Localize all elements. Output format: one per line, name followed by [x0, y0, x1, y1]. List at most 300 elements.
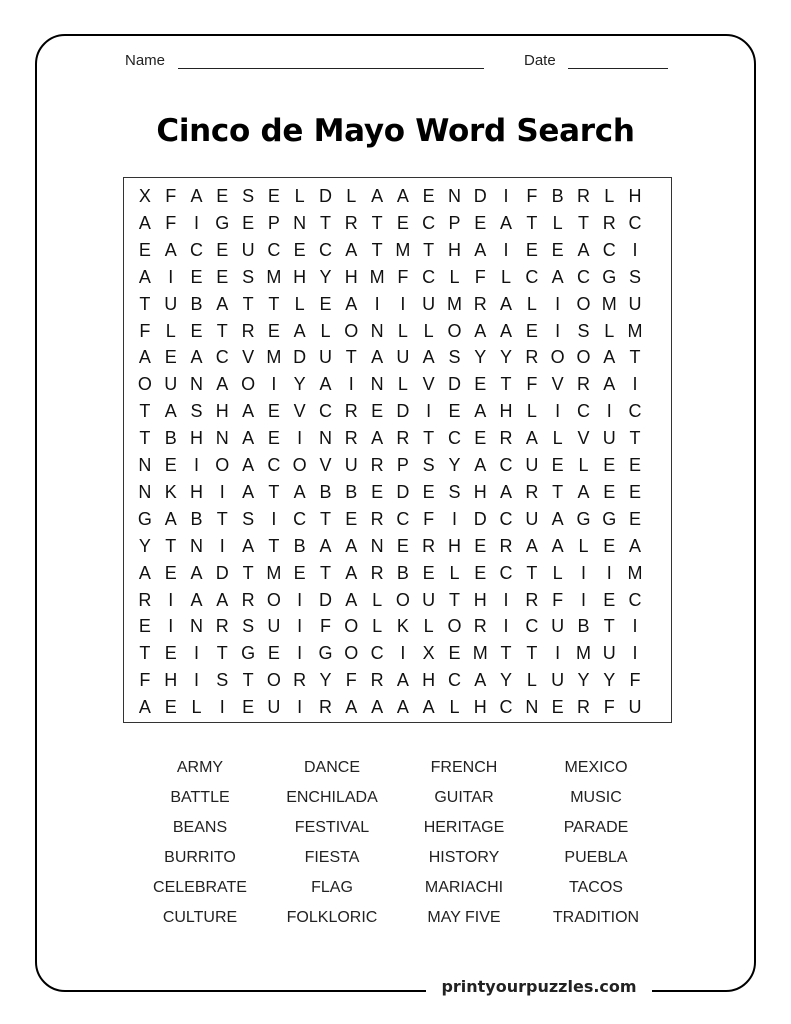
grid-letter[interactable]: F: [139, 320, 151, 341]
grid-letter[interactable]: G: [215, 212, 230, 233]
grid-letter[interactable]: A: [293, 320, 306, 341]
grid-letter[interactable]: I: [219, 481, 225, 502]
grid-letter[interactable]: X: [138, 186, 151, 206]
grid-letter[interactable]: H: [293, 266, 307, 287]
grid-letter[interactable]: A: [242, 428, 255, 449]
grid-letter[interactable]: A: [371, 697, 384, 718]
grid-letter[interactable]: A: [603, 347, 616, 368]
grid-letter[interactable]: R: [241, 589, 255, 610]
grid-letter[interactable]: O: [292, 455, 307, 475]
grid-letter[interactable]: R: [473, 293, 487, 314]
grid-letter[interactable]: I: [297, 697, 303, 718]
grid-letter[interactable]: A: [345, 293, 358, 314]
grid-letter[interactable]: I: [168, 266, 174, 287]
grid-letter[interactable]: O: [395, 589, 410, 610]
grid-letter[interactable]: F: [319, 616, 331, 637]
grid-letter[interactable]: E: [603, 481, 616, 502]
grid-letter[interactable]: E: [242, 697, 255, 718]
grid-letter[interactable]: A: [190, 589, 203, 610]
grid-letter[interactable]: E: [603, 535, 616, 556]
grid-letter[interactable]: C: [576, 401, 590, 422]
grid-letter[interactable]: U: [164, 374, 178, 395]
grid-letter[interactable]: R: [499, 535, 513, 556]
grid-letter[interactable]: Y: [500, 347, 513, 368]
grid-letter[interactable]: T: [526, 562, 538, 583]
grid-letter[interactable]: G: [602, 266, 617, 287]
grid-letter[interactable]: V: [293, 401, 306, 422]
grid-letter[interactable]: M: [266, 347, 282, 368]
grid-letter[interactable]: I: [168, 616, 174, 637]
grid-letter[interactable]: B: [190, 293, 203, 314]
grid-letter[interactable]: L: [449, 562, 460, 583]
grid-letter[interactable]: D: [447, 374, 461, 395]
grid-letter[interactable]: U: [525, 455, 539, 475]
grid-letter[interactable]: A: [345, 535, 358, 556]
grid-letter[interactable]: E: [293, 239, 306, 260]
grid-letter[interactable]: N: [189, 535, 203, 556]
grid-letter[interactable]: R: [576, 697, 590, 718]
grid-letter[interactable]: I: [503, 616, 509, 637]
name-line[interactable]: [178, 68, 484, 69]
grid-letter[interactable]: E: [603, 455, 616, 475]
grid-letter[interactable]: S: [577, 320, 590, 341]
grid-letter[interactable]: E: [267, 186, 280, 206]
grid-letter[interactable]: Y: [448, 455, 461, 475]
grid-letter[interactable]: H: [164, 670, 178, 691]
grid-letter[interactable]: M: [601, 293, 617, 314]
grid-letter[interactable]: E: [474, 374, 487, 395]
grid-letter[interactable]: I: [606, 562, 612, 583]
grid-letter[interactable]: T: [139, 643, 151, 664]
grid-letter[interactable]: B: [293, 535, 306, 556]
grid-letter[interactable]: C: [447, 428, 461, 449]
grid-letter[interactable]: E: [629, 508, 642, 529]
grid-letter[interactable]: H: [473, 589, 487, 610]
grid-letter[interactable]: C: [499, 508, 513, 529]
grid-letter[interactable]: N: [318, 428, 332, 449]
grid-letter[interactable]: E: [267, 643, 280, 664]
grid-letter[interactable]: B: [190, 508, 203, 529]
grid-letter[interactable]: A: [474, 455, 487, 475]
grid-letter[interactable]: L: [397, 320, 408, 341]
grid-letter[interactable]: E: [216, 266, 229, 287]
grid-letter[interactable]: L: [372, 616, 383, 637]
grid-letter[interactable]: F: [526, 374, 538, 395]
grid-letter[interactable]: T: [268, 535, 280, 556]
grid-letter[interactable]: S: [216, 670, 229, 691]
grid-letter[interactable]: D: [396, 481, 410, 502]
grid-letter[interactable]: I: [606, 401, 612, 422]
grid-letter[interactable]: R: [370, 670, 384, 691]
grid-letter[interactable]: I: [297, 428, 303, 449]
grid-letter[interactable]: O: [266, 589, 281, 610]
grid-letter[interactable]: C: [318, 401, 332, 422]
grid-letter[interactable]: A: [474, 239, 487, 260]
grid-letter[interactable]: T: [448, 589, 460, 610]
grid-letter[interactable]: H: [447, 535, 461, 556]
grid-letter[interactable]: F: [526, 186, 538, 206]
grid-letter[interactable]: F: [345, 670, 357, 691]
grid-letter[interactable]: A: [138, 697, 151, 718]
grid-letter[interactable]: O: [550, 347, 565, 368]
grid-letter[interactable]: F: [165, 186, 177, 206]
grid-letter[interactable]: T: [139, 401, 151, 422]
grid-letter[interactable]: H: [473, 697, 487, 718]
grid-letter[interactable]: I: [297, 616, 303, 637]
grid-letter[interactable]: R: [241, 320, 255, 341]
grid-letter[interactable]: A: [577, 239, 590, 260]
grid-letter[interactable]: B: [577, 616, 590, 637]
grid-letter[interactable]: A: [500, 320, 513, 341]
grid-letter[interactable]: C: [628, 401, 642, 422]
grid-letter[interactable]: C: [628, 212, 642, 233]
grid-letter[interactable]: H: [215, 401, 229, 422]
grid-letter[interactable]: G: [137, 508, 152, 529]
grid-letter[interactable]: A: [422, 347, 435, 368]
grid-letter[interactable]: A: [371, 347, 384, 368]
grid-letter[interactable]: A: [190, 347, 203, 368]
grid-letter[interactable]: L: [191, 697, 202, 718]
grid-letter[interactable]: M: [446, 293, 462, 314]
grid-letter[interactable]: E: [551, 239, 564, 260]
grid-letter[interactable]: C: [525, 616, 539, 637]
grid-letter[interactable]: G: [241, 643, 256, 664]
grid-letter[interactable]: G: [576, 508, 591, 529]
grid-letter[interactable]: I: [632, 239, 638, 260]
grid-letter[interactable]: T: [371, 239, 383, 260]
grid-letter[interactable]: F: [423, 508, 435, 529]
grid-letter[interactable]: A: [164, 401, 177, 422]
grid-letter[interactable]: L: [526, 293, 537, 314]
grid-letter[interactable]: O: [344, 320, 359, 341]
grid-letter[interactable]: L: [165, 320, 176, 341]
grid-letter[interactable]: I: [219, 535, 225, 556]
grid-letter[interactable]: E: [422, 481, 435, 502]
grid-letter[interactable]: K: [396, 616, 409, 637]
grid-letter[interactable]: I: [580, 562, 586, 583]
grid-letter[interactable]: T: [526, 643, 538, 664]
grid-letter[interactable]: E: [267, 428, 280, 449]
grid-letter[interactable]: E: [371, 481, 384, 502]
grid-letter[interactable]: U: [318, 347, 332, 368]
grid-letter[interactable]: T: [526, 212, 538, 233]
grid-letter[interactable]: C: [447, 670, 461, 691]
grid-letter[interactable]: Y: [603, 670, 616, 691]
grid-letter[interactable]: H: [422, 670, 436, 691]
grid-letter[interactable]: R: [344, 212, 358, 233]
grid-letter[interactable]: O: [215, 455, 230, 475]
grid-letter[interactable]: A: [396, 697, 409, 718]
grid-letter[interactable]: N: [370, 320, 384, 341]
grid-letter[interactable]: R: [370, 562, 384, 583]
grid-letter[interactable]: N: [189, 374, 203, 395]
grid-letter[interactable]: U: [344, 455, 358, 475]
grid-letter[interactable]: R: [525, 347, 539, 368]
grid-letter[interactable]: U: [422, 293, 436, 314]
grid-letter[interactable]: E: [474, 535, 487, 556]
grid-letter[interactable]: A: [551, 266, 564, 287]
grid-letter[interactable]: R: [138, 589, 152, 610]
grid-letter[interactable]: E: [164, 562, 177, 583]
grid-letter[interactable]: T: [577, 212, 589, 233]
grid-letter[interactable]: A: [474, 401, 487, 422]
grid-letter[interactable]: Y: [500, 670, 513, 691]
grid-letter[interactable]: E: [474, 428, 487, 449]
grid-letter[interactable]: L: [423, 320, 434, 341]
grid-letter[interactable]: D: [473, 186, 487, 206]
grid-letter[interactable]: R: [473, 616, 487, 637]
grid-letter[interactable]: M: [575, 643, 591, 664]
grid-letter[interactable]: E: [629, 455, 642, 475]
grid-letter[interactable]: G: [602, 508, 617, 529]
grid-letter[interactable]: T: [165, 535, 177, 556]
grid-letter[interactable]: C: [318, 239, 332, 260]
grid-letter[interactable]: A: [138, 347, 151, 368]
grid-letter[interactable]: O: [576, 293, 591, 314]
grid-letter[interactable]: R: [318, 697, 332, 718]
grid-letter[interactable]: E: [474, 212, 487, 233]
grid-letter[interactable]: I: [400, 643, 406, 664]
grid-letter[interactable]: B: [164, 428, 177, 449]
grid-letter[interactable]: F: [397, 266, 409, 287]
grid-letter[interactable]: T: [371, 212, 383, 233]
grid-letter[interactable]: C: [396, 508, 410, 529]
grid-letter[interactable]: I: [555, 643, 561, 664]
grid-letter[interactable]: F: [139, 670, 151, 691]
grid-letter[interactable]: E: [371, 401, 384, 422]
grid-letter[interactable]: M: [627, 562, 643, 583]
grid-letter[interactable]: L: [552, 562, 563, 583]
grid-letter[interactable]: F: [603, 697, 615, 718]
grid-letter[interactable]: U: [628, 697, 642, 718]
grid-letter[interactable]: P: [396, 455, 409, 475]
grid-letter[interactable]: A: [500, 481, 513, 502]
grid-letter[interactable]: T: [216, 643, 228, 664]
grid-letter[interactable]: E: [396, 212, 409, 233]
grid-letter[interactable]: A: [216, 589, 229, 610]
grid-letter[interactable]: S: [448, 481, 461, 502]
grid-letter[interactable]: F: [165, 212, 177, 233]
grid-letter[interactable]: T: [242, 293, 254, 314]
grid-letter[interactable]: R: [422, 535, 436, 556]
grid-letter[interactable]: N: [525, 697, 539, 718]
grid-letter[interactable]: A: [138, 212, 151, 233]
grid-letter[interactable]: N: [370, 535, 384, 556]
grid-letter[interactable]: V: [422, 374, 435, 395]
grid-letter[interactable]: C: [576, 266, 590, 287]
grid-letter[interactable]: A: [525, 428, 538, 449]
grid-letter[interactable]: I: [193, 670, 199, 691]
grid-letter[interactable]: L: [552, 212, 563, 233]
grid-letter[interactable]: O: [266, 670, 281, 691]
grid-letter[interactable]: R: [576, 374, 590, 395]
grid-letter[interactable]: R: [215, 616, 229, 637]
grid-letter[interactable]: B: [319, 481, 332, 502]
grid-letter[interactable]: E: [293, 562, 306, 583]
grid-letter[interactable]: A: [345, 697, 358, 718]
grid-letter[interactable]: E: [525, 320, 538, 341]
grid-letter[interactable]: T: [216, 508, 228, 529]
grid-letter[interactable]: A: [551, 535, 564, 556]
grid-letter[interactable]: E: [267, 401, 280, 422]
grid-letter[interactable]: T: [629, 347, 641, 368]
grid-letter[interactable]: H: [447, 239, 461, 260]
grid-letter[interactable]: C: [628, 589, 642, 610]
grid-letter[interactable]: L: [501, 266, 512, 287]
grid-letter[interactable]: Y: [319, 670, 332, 691]
grid-letter[interactable]: A: [190, 562, 203, 583]
grid-letter[interactable]: H: [499, 401, 513, 422]
grid-letter[interactable]: U: [525, 508, 539, 529]
grid-letter[interactable]: H: [344, 266, 358, 287]
grid-letter[interactable]: E: [474, 562, 487, 583]
grid-letter[interactable]: B: [345, 481, 358, 502]
grid-letter[interactable]: A: [138, 562, 151, 583]
grid-letter[interactable]: A: [500, 293, 513, 314]
grid-letter[interactable]: N: [138, 481, 152, 502]
grid-letter[interactable]: E: [164, 455, 177, 475]
grid-letter[interactable]: A: [474, 670, 487, 691]
grid-letter[interactable]: O: [241, 374, 256, 395]
grid-letter[interactable]: C: [293, 508, 307, 529]
grid-letter[interactable]: C: [267, 455, 281, 475]
grid-letter[interactable]: A: [345, 589, 358, 610]
grid-letter[interactable]: A: [216, 293, 229, 314]
grid-letter[interactable]: A: [293, 481, 306, 502]
grid-letter[interactable]: S: [242, 508, 255, 529]
grid-letter[interactable]: Y: [474, 347, 487, 368]
grid-letter[interactable]: T: [139, 428, 151, 449]
grid-letter[interactable]: A: [242, 535, 255, 556]
grid-letter[interactable]: N: [189, 616, 203, 637]
grid-letter[interactable]: E: [422, 186, 435, 206]
grid-letter[interactable]: L: [578, 455, 589, 475]
grid-letter[interactable]: S: [242, 186, 255, 206]
grid-letter[interactable]: L: [423, 616, 434, 637]
grid-letter[interactable]: M: [266, 562, 282, 583]
grid-letter[interactable]: H: [473, 481, 487, 502]
grid-letter[interactable]: A: [371, 428, 384, 449]
grid-letter[interactable]: N: [447, 186, 461, 206]
grid-letter[interactable]: S: [422, 455, 435, 475]
grid-letter[interactable]: T: [242, 562, 254, 583]
grid-letter[interactable]: E: [138, 239, 151, 260]
grid-letter[interactable]: C: [602, 239, 616, 260]
grid-letter[interactable]: T: [139, 293, 151, 314]
grid-letter[interactable]: R: [499, 428, 513, 449]
grid-letter[interactable]: T: [319, 508, 331, 529]
grid-letter[interactable]: E: [190, 266, 203, 287]
grid-letter[interactable]: E: [525, 239, 538, 260]
grid-letter[interactable]: S: [242, 266, 255, 287]
grid-letter[interactable]: V: [577, 428, 590, 449]
grid-letter[interactable]: N: [293, 212, 307, 233]
grid-letter[interactable]: L: [372, 589, 383, 610]
grid-letter[interactable]: F: [474, 266, 486, 287]
grid-letter[interactable]: C: [499, 697, 513, 718]
grid-letter[interactable]: R: [370, 455, 384, 475]
grid-letter[interactable]: V: [319, 455, 332, 475]
grid-letter[interactable]: E: [603, 589, 616, 610]
grid-letter[interactable]: T: [552, 481, 564, 502]
grid-letter[interactable]: A: [500, 212, 513, 233]
grid-letter[interactable]: E: [164, 697, 177, 718]
grid-letter[interactable]: M: [369, 266, 385, 287]
grid-letter[interactable]: D: [396, 401, 410, 422]
grid-letter[interactable]: U: [396, 347, 410, 368]
grid-letter[interactable]: O: [576, 347, 591, 368]
grid-letter[interactable]: L: [578, 535, 589, 556]
grid-letter[interactable]: U: [267, 616, 281, 637]
grid-letter[interactable]: N: [138, 455, 152, 475]
grid-letter[interactable]: I: [632, 643, 638, 664]
grid-letter[interactable]: I: [348, 374, 354, 395]
grid-letter[interactable]: L: [526, 401, 537, 422]
grid-letter[interactable]: C: [267, 239, 281, 260]
grid-letter[interactable]: E: [551, 697, 564, 718]
grid-letter[interactable]: L: [449, 697, 460, 718]
letter-grid[interactable]: [123, 177, 672, 723]
grid-letter[interactable]: L: [346, 186, 357, 206]
grid-letter[interactable]: H: [189, 481, 203, 502]
grid-letter[interactable]: L: [552, 428, 563, 449]
grid-letter[interactable]: V: [551, 374, 564, 395]
grid-letter[interactable]: A: [525, 535, 538, 556]
grid-letter[interactable]: I: [555, 401, 561, 422]
grid-letter[interactable]: C: [499, 455, 513, 475]
grid-letter[interactable]: T: [500, 643, 512, 664]
grid-letter[interactable]: O: [344, 616, 359, 637]
grid-letter[interactable]: U: [164, 293, 178, 314]
grid-letter[interactable]: O: [344, 643, 359, 664]
grid-letter[interactable]: I: [426, 401, 432, 422]
grid-letter[interactable]: B: [551, 186, 564, 206]
grid-letter[interactable]: R: [576, 186, 590, 206]
grid-letter[interactable]: T: [268, 293, 280, 314]
grid-letter[interactable]: T: [268, 481, 280, 502]
grid-letter[interactable]: I: [632, 616, 638, 637]
grid-letter[interactable]: L: [604, 186, 615, 206]
grid-letter[interactable]: I: [580, 589, 586, 610]
grid-letter[interactable]: A: [190, 186, 203, 206]
grid-letter[interactable]: E: [164, 643, 177, 664]
grid-letter[interactable]: C: [525, 266, 539, 287]
grid-letter[interactable]: T: [500, 374, 512, 395]
grid-letter[interactable]: G: [318, 643, 333, 664]
grid-letter[interactable]: A: [371, 186, 384, 206]
grid-letter[interactable]: U: [551, 670, 565, 691]
grid-letter[interactable]: A: [164, 239, 177, 260]
grid-letter[interactable]: H: [189, 428, 203, 449]
grid-letter[interactable]: R: [602, 212, 616, 233]
grid-letter[interactable]: I: [297, 643, 303, 664]
grid-letter[interactable]: L: [449, 266, 460, 287]
grid-letter[interactable]: Y: [319, 266, 332, 287]
grid-letter[interactable]: R: [370, 508, 384, 529]
grid-letter[interactable]: C: [215, 347, 229, 368]
grid-letter[interactable]: L: [604, 320, 615, 341]
grid-letter[interactable]: V: [242, 347, 255, 368]
grid-letter[interactable]: I: [193, 212, 199, 233]
grid-letter[interactable]: T: [629, 428, 641, 449]
grid-letter[interactable]: A: [551, 508, 564, 529]
grid-letter[interactable]: E: [319, 293, 332, 314]
grid-letter[interactable]: A: [345, 239, 358, 260]
grid-letter[interactable]: L: [320, 320, 331, 341]
grid-letter[interactable]: U: [628, 293, 642, 314]
grid-letter[interactable]: A: [242, 481, 255, 502]
grid-letter[interactable]: T: [216, 320, 228, 341]
